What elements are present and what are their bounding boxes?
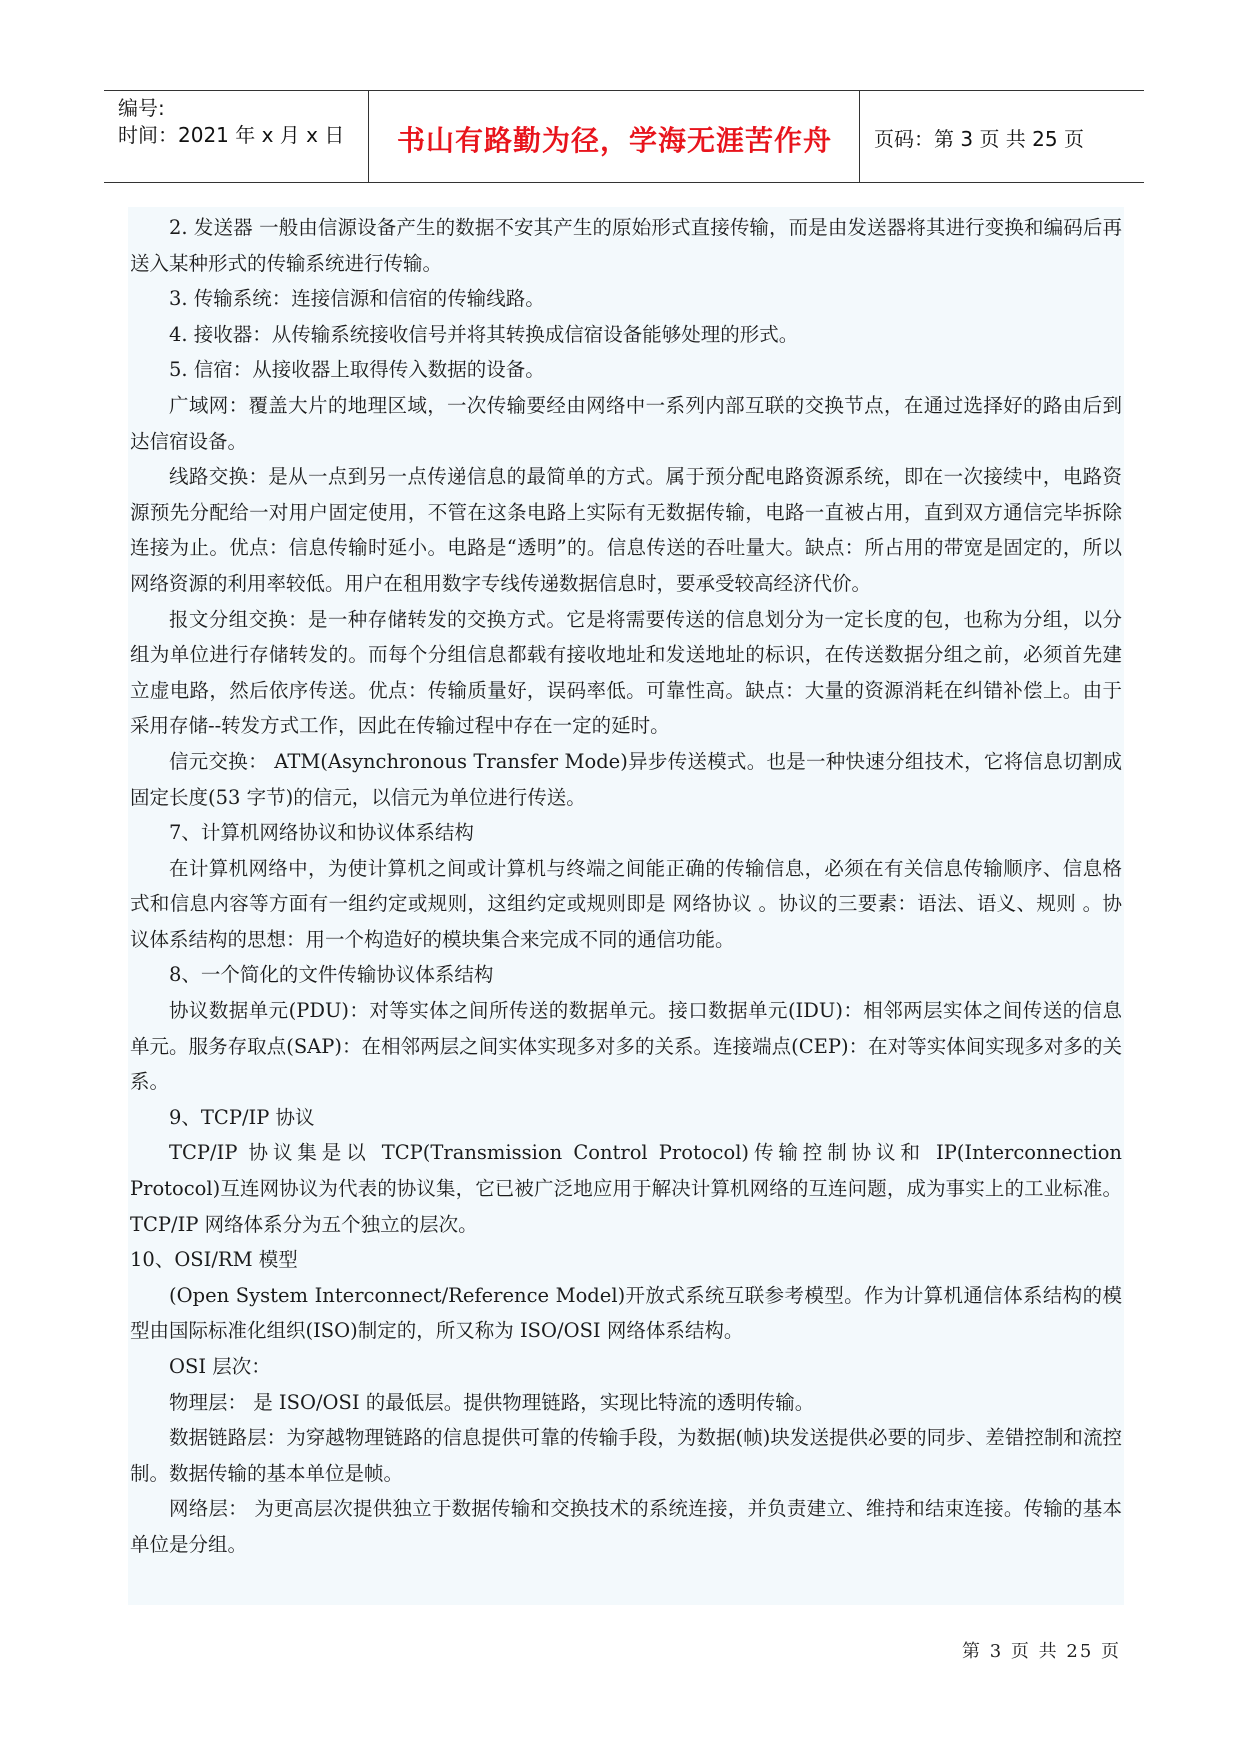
paragraph: OSI 层次： [169, 1355, 271, 1378]
section-heading: 8、一个简化的文件传输协议体系结构 [169, 963, 494, 987]
paragraph: 线路交换：是从一点到另一点传递信息的最简单的方式。属于预分配电路资源系统，即在一次接续中，电路资源预先分配给一对用户固定使用，不管在这条电路上实际有无数据传输，电路一直被占用，直到双方通信完毕拆除连接为止。优点：信息传输时延小。电路是“透明”的。信息传送的吞吐量大。缺点：所占用的带宽是固定的，所以网络资源的利用率较低。用户在租用数字专线传递数据信息时，要承受较高经济代价。 [130, 465, 1122, 595]
paragraph: 报文分组交换：是一种存储转发的交换方式。它是将需要传送的信息划分为一定长度的包，也称为分组，以分组为单位进行存储转发的。而每个分组信息都载有接收地址和发送地址的标识，在传送数据分组之前，必须首先建立虚电路，然后依序传送。优点：传输质量好，误码率低。可靠性高。缺点：大量的资源消耗在纠错补偿上。由于采用存储--转发方式工作，因此在传输过程中存在一定的延时。 [130, 607, 1122, 738]
paragraph: 广域网：覆盖大片的地理区域，一次传输要经由网络中一系列内部互联的交换节点，在通过选择好的路由后到达信宿设备。 [130, 393, 1122, 453]
section-heading: 7、计算机网络协议和协议体系结构 [169, 821, 474, 845]
paragraph: TCP/IP 协议集是以 TCP(Transmission Control Protocol)传输控制协议和 IP(Interconnection Protocol)互连网协议为代表的协议集，它已被广泛地应用于解决计算机网络的互连问题，成为事实上的工业标准。TCP/IP 网络体系分为五个独立的层次。 [130, 1141, 1122, 1236]
header-meta [118, 95, 368, 149]
header-divider [859, 91, 860, 182]
paragraph: 网络层： 为更高层次提供独立于数据传输和交换技术的系统连接，并负责建立、维持和结束连接。传输的基本单位是分组。 [130, 1497, 1122, 1556]
section-heading: 9、TCP/IP 协议 [169, 1105, 315, 1129]
section-heading: 10、OSI/RM 模型 [130, 1248, 298, 1272]
paragraph: (Open System Interconnect/Reference Model)开放式系统互联参考模型。作为计算机通信体系结构的模型由国际标准化组织(ISO)制定的，所又称为 ISO/OSI 网络体系结构。 [130, 1283, 1122, 1343]
paragraph: 4. 接收器：从传输系统接收信号并将其转换成信宿设备能够处理的形式。 [169, 322, 799, 346]
paragraph: 5. 信宿：从接收器上取得传入数据的设备。 [169, 358, 545, 382]
paragraph: 3. 传输系统：连接信源和信宿的传输线路。 [169, 287, 545, 311]
header-page-label: 页码：第 3 页 共 25 页 [874, 127, 1084, 151]
paragraph: 信元交换： ATM(Asynchronous Transfer Mode)异步传送模式。也是一种快速分组技术，它将信息切割成固定长度(53 字节)的信元，以信元为单位进行传送。 [130, 749, 1122, 809]
paragraph: 协议数据单元(PDU)：对等实体之间所传送的数据单元。接口数据单元(IDU)：相邻两层实体之间传送的信息单元。服务存取点(SAP)：在相邻两层之间实体实现多对多的关系。连接端点(CEP)：在对等实体间实现多对多的关系。 [130, 999, 1122, 1094]
paragraph: 数据链路层：为穿越物理链路的信息提供可靠的传输手段，为数据(帧)块发送提供必要的同步、差错控制和流控制。数据传输的基本单位是帧。 [130, 1426, 1122, 1485]
document-time-label: 时间：2021 年 x 月 x 日 [118, 123, 345, 147]
page-header [104, 90, 1144, 183]
document-number-label: 编号: [118, 96, 165, 120]
header-motto: 书山有路勤为径，学海无涯苦作舟 [396, 124, 832, 157]
header-divider [368, 91, 369, 182]
page-footer: 第 3 页 共 25 页 [962, 1641, 1121, 1662]
paragraph: 物理层： 是 ISO/OSI 的最低层。提供物理链路，实现比特流的透明传输。 [169, 1390, 815, 1414]
paragraph: 2. 发送器 一般由信源设备产生的数据不安其产生的原始形式直接传输，而是由发送器将其进行变换和编码后再送入某种形式的传输系统进行传输。 [130, 216, 1122, 275]
paragraph: 在计算机网络中，为使计算机之间或计算机与终端之间能正确的传输信息，必须在有关信息传输顺序、信息格式和信息内容等方面有一组约定或规则，这组约定或规则即是 网络协议 。协议的三要素：语法、语义、规则 。协议体系结构的思想：用一个构造好的模块集合来完成不同的通信功能。 [130, 856, 1122, 951]
document-body [130, 210, 1122, 1563]
